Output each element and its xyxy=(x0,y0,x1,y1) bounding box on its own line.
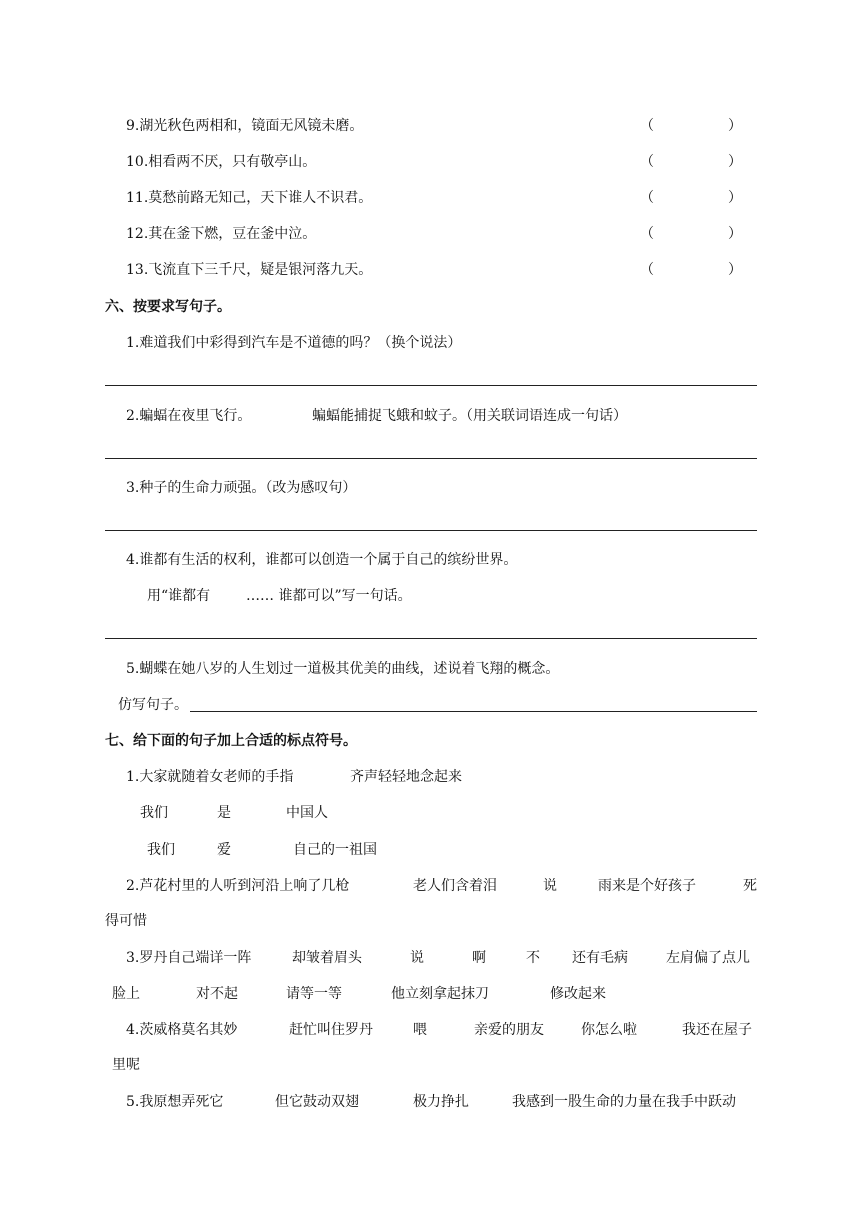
s7-q2-seg: 说 xyxy=(543,878,557,894)
s7-q2-seg: 雨来是个好孩子 xyxy=(598,878,696,894)
answer-paren-close: ） xyxy=(728,226,742,242)
s7-q4-seg: 喂 xyxy=(413,1022,427,1038)
answer-paren-open: （ xyxy=(640,118,654,134)
s6-question-2b: 蝙蝠能捕捉飞蛾和蚊子。（用关联词语连成一句话） xyxy=(312,408,627,424)
poem-line-10: 10.相看两不厌，只有敬亭山。 xyxy=(126,154,317,170)
poem-line-9: 9.湖光秋色两相和，镜面无风镜未磨。 xyxy=(126,118,364,134)
answer-paren-open: （ xyxy=(640,226,654,242)
s7-q3-seg: 还有毛病 xyxy=(572,950,628,966)
s7-q2-seg: 老人们含着泪 xyxy=(413,878,497,894)
s7-q2-seg: 死 xyxy=(743,878,757,894)
s7-q1-row2-seg: 是 xyxy=(217,805,231,821)
section-6-heading: 六、按要求写句子。 xyxy=(105,299,231,315)
s7-q5-seg: 但它鼓动双翅 xyxy=(275,1094,359,1110)
s7-q4-seg: 赶忙叫住罗丹 xyxy=(289,1022,373,1038)
s7-q1-row2-seg: 中国人 xyxy=(286,805,328,821)
poem-line-11: 11.莫愁前路无知己，天下谁人不识君。 xyxy=(126,190,373,206)
s6-question-2a: 2.蝙蝠在夜里飞行。 xyxy=(126,408,252,424)
s7-q3b-seg: 修改起来 xyxy=(550,986,606,1002)
s7-q5-seg: 5.我原想弄死它 xyxy=(126,1094,224,1110)
s6-question-4: 4.谁都有生活的权利，谁都可以创造一个属于自己的缤纷世界。 xyxy=(126,552,518,568)
s7-q4-cont: 里呢 xyxy=(112,1057,140,1073)
s7-q1-row3-seg: 自己的一祖国 xyxy=(293,842,377,858)
s7-q3b-seg: 请等一等 xyxy=(286,986,342,1002)
answer-paren-open: （ xyxy=(640,190,654,206)
s7-q2-seg: 2.芦花村里的人听到河沿上响了几枪 xyxy=(126,878,350,894)
s7-q4-seg: 我还在屋子 xyxy=(682,1022,752,1038)
answer-paren-close: ） xyxy=(728,118,742,134)
s7-q1-seg: 1.大家就随着女老师的手指 xyxy=(126,769,294,785)
answer-paren-close: ） xyxy=(728,262,742,278)
s7-q3b-seg: 脸上 xyxy=(112,986,140,1002)
answer-line xyxy=(190,711,757,712)
s6-question-3: 3.种子的生命力顽强。（改为感叹句） xyxy=(126,480,357,496)
answer-line xyxy=(105,638,757,639)
s7-q3-seg: 左肩偏了点儿 xyxy=(666,950,750,966)
s7-q3b-seg: 他立刻拿起抹刀 xyxy=(391,986,489,1002)
s6-question-4-prompt-a: 用“谁都有 xyxy=(147,588,211,604)
s7-q3-seg: 不 xyxy=(526,950,540,966)
poem-line-12: 12.萁在釜下燃，豆在釜中泣。 xyxy=(126,226,317,242)
s7-q5-seg: 我感到一股生命的力量在我手中跃动 xyxy=(512,1094,736,1110)
s7-q4-seg: 你怎么啦 xyxy=(581,1022,637,1038)
s7-q4-seg: 亲爱的朋友 xyxy=(474,1022,544,1038)
s6-question-5-label: 仿写句子。 xyxy=(118,697,188,713)
answer-paren-open: （ xyxy=(640,154,654,170)
s7-q3-seg: 3.罗丹自己端详一阵 xyxy=(126,950,252,966)
s7-q3-seg: 说 xyxy=(410,950,424,966)
answer-paren-close: ） xyxy=(728,154,742,170)
s7-q1-seg: 齐声轻轻地念起来 xyxy=(350,769,462,785)
answer-paren-close: ） xyxy=(728,190,742,206)
section-7-heading: 七、给下面的句子加上合适的标点符号。 xyxy=(105,733,357,749)
answer-line xyxy=(105,530,757,531)
s7-q4-seg: 4.茨威格莫名其妙 xyxy=(126,1022,238,1038)
poem-line-13: 13.飞流直下三千尺，疑是银河落九天。 xyxy=(126,262,373,278)
answer-line xyxy=(105,385,757,386)
s7-q5-seg: 极力挣扎 xyxy=(413,1094,469,1110)
s7-q3-seg: 却皱着眉头 xyxy=(292,950,362,966)
s7-q1-row3-seg: 我们 xyxy=(147,842,175,858)
s7-q3-seg: 啊 xyxy=(472,950,486,966)
answer-paren-open: （ xyxy=(640,262,654,278)
s6-question-5: 5.蝴蝶在她八岁的人生划过一道极其优美的曲线，述说着飞翔的概念。 xyxy=(126,661,560,677)
answer-line xyxy=(105,458,757,459)
s6-question-4-prompt-b: …… 谁都可以”写一句话。 xyxy=(246,588,412,604)
s7-q3b-seg: 对不起 xyxy=(196,986,238,1002)
s7-q2-cont: 得可惜 xyxy=(105,913,147,929)
s7-q1-row2-seg: 我们 xyxy=(140,805,168,821)
s7-q1-row3-seg: 爱 xyxy=(217,842,231,858)
s6-question-1: 1.难道我们中彩得到汽车是不道德的吗？（换个说法） xyxy=(126,335,462,351)
